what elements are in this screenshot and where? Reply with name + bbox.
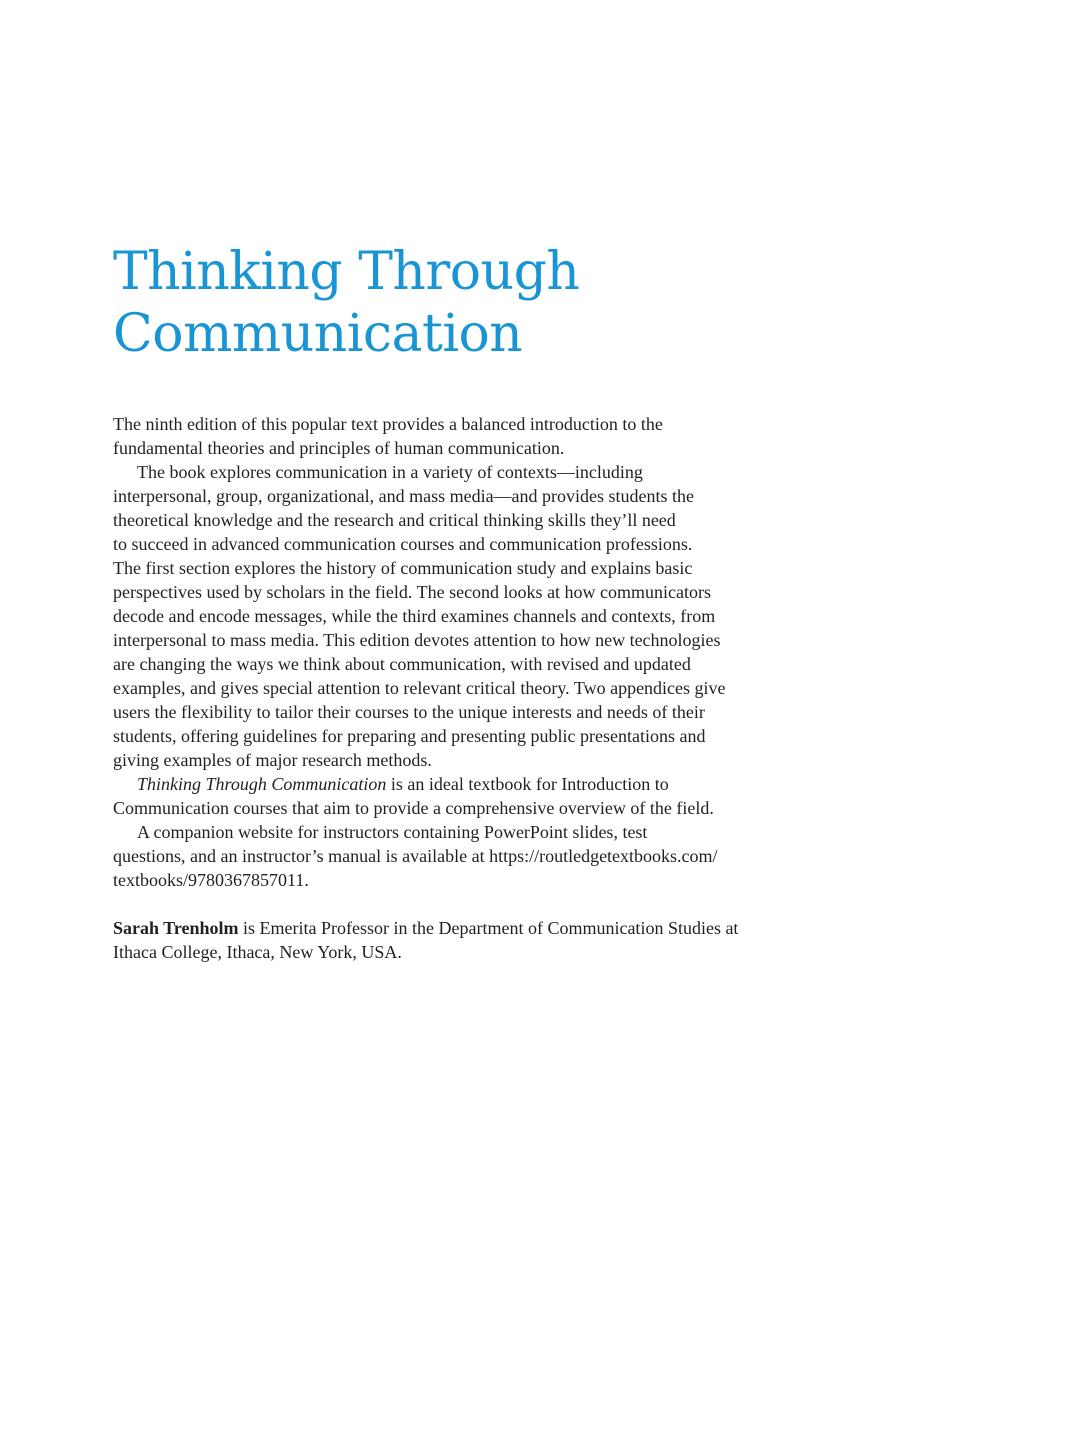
text-line: textbooks/9780367857011. (113, 870, 309, 890)
text-line: questions, and an instructor’s manual is available at https://routledgetextbooks.com/ (113, 846, 718, 866)
text-line: The ninth edition of this popular text provides a balanced introduction to the (113, 414, 663, 434)
description-paragraph-3 (113, 772, 793, 820)
description-paragraph-2 (113, 460, 793, 772)
author-name: Sarah Trenholm (113, 918, 239, 938)
description-paragraph-4 (113, 820, 793, 892)
text-line: are changing the ways we think about communication, with revised and updated (113, 654, 691, 674)
text-line: perspectives used by scholars in the field. The second looks at how communicators (113, 582, 712, 602)
paragraph-spacer (113, 892, 793, 916)
text-run: is Emerita Professor in the Department of Communication Studies at (238, 918, 739, 938)
description-paragraph-1 (113, 412, 793, 460)
text-line: to succeed in advanced communication courses and communication professions. (113, 534, 693, 554)
book-title-line-1: Thinking Through (113, 242, 580, 302)
text-line: theoretical knowledge and the research and critical thinking skills they’ll need (113, 510, 676, 530)
text-line: fundamental theories and principles of human communication. (113, 438, 565, 458)
book-description (113, 412, 793, 964)
text-line: Communication courses that aim to provide a comprehensive overview of the field. (113, 798, 714, 818)
book-title-line-2: Communication (113, 304, 523, 364)
text-line: users the flexibility to tailor their courses to the unique interests and needs of their (113, 702, 705, 722)
text-line: interpersonal to mass media. This edition devotes attention to how new technologies (113, 630, 721, 650)
text-line: students, offering guidelines for preparing and presenting public presentations and (113, 726, 706, 746)
italic-book-title: Thinking Through Communication (137, 774, 387, 794)
text-line: The first section explores the history of communication study and explains basic (113, 558, 693, 578)
text-run: is an ideal textbook for Introduction to (386, 774, 669, 794)
text-line: Ithaca College, Ithaca, New York, USA. (113, 942, 402, 962)
text-line: A companion website for instructors containing PowerPoint slides, test (137, 822, 648, 842)
book-title (113, 241, 579, 365)
text-line: giving examples of major research methods. (113, 750, 432, 770)
text-line: examples, and gives special attention to relevant critical theory. Two appendices give (113, 678, 726, 698)
text-line: The book explores communication in a variety of contexts—including (137, 462, 643, 482)
text-line: interpersonal, group, organizational, and mass media—and provides students the (113, 486, 695, 506)
text-line (113, 916, 793, 940)
author-bio (113, 916, 793, 964)
text-line (113, 772, 793, 796)
text-line: decode and encode messages, while the third examines channels and contexts, from (113, 606, 716, 626)
